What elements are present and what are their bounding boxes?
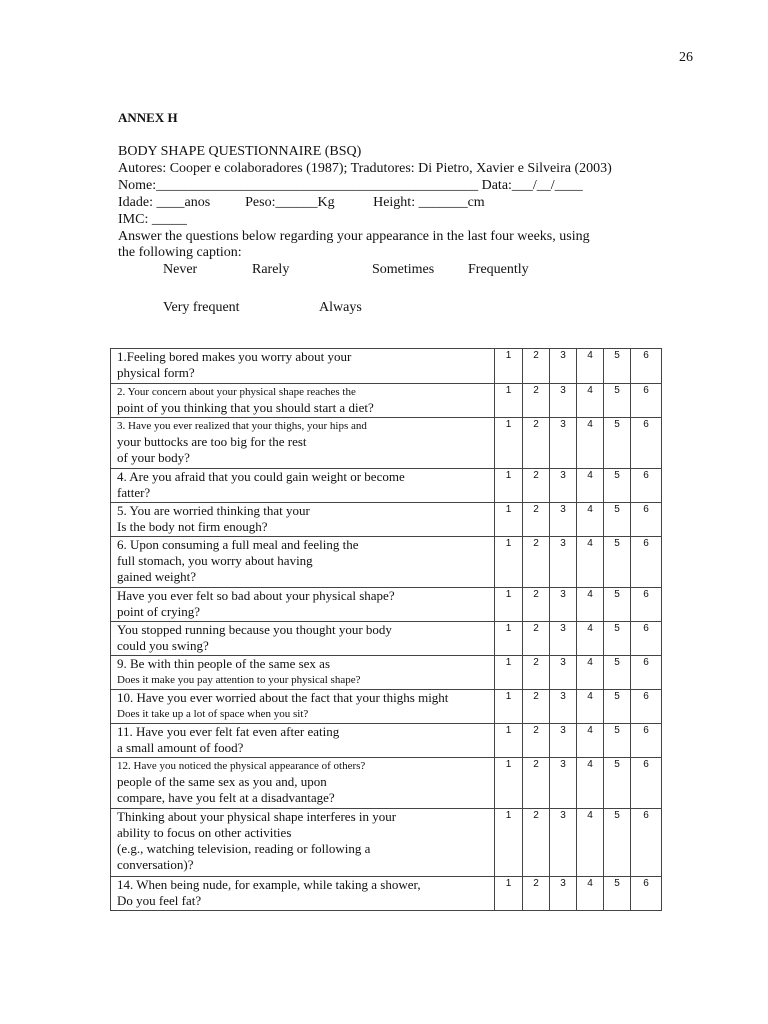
- question-text: [111, 469, 495, 503]
- rating-option-2[interactable]: 2: [523, 877, 550, 911]
- rating-option-1[interactable]: 1: [495, 349, 523, 384]
- rating-option-3[interactable]: 3: [550, 809, 577, 877]
- question-line: full stomach, you worry about having: [117, 553, 313, 568]
- rating-option-2[interactable]: 2: [523, 349, 550, 384]
- question-line: ability to focus on other activities: [117, 825, 292, 840]
- rating-option-4[interactable]: 4: [577, 758, 604, 809]
- question-row: [111, 656, 662, 690]
- question-text: [111, 503, 495, 537]
- question-text: [111, 622, 495, 656]
- question-row: [111, 622, 662, 656]
- question-row: [111, 384, 662, 418]
- rating-option-4[interactable]: 4: [577, 656, 604, 690]
- rating-option-5[interactable]: 5: [604, 656, 631, 690]
- rating-option-6[interactable]: 6: [631, 809, 662, 877]
- rating-option-2[interactable]: 2: [523, 588, 550, 622]
- rating-option-4[interactable]: 4: [577, 809, 604, 877]
- rating-option-2[interactable]: 2: [523, 690, 550, 724]
- rating-option-1[interactable]: 1: [495, 690, 523, 724]
- rating-option-6[interactable]: 6: [631, 349, 662, 384]
- question-line: 5. You are worried thinking that your: [117, 503, 310, 518]
- rating-option-3[interactable]: 3: [550, 418, 577, 469]
- rating-option-1[interactable]: 1: [495, 418, 523, 469]
- question-line: 1.Feeling bored makes you worry about your: [117, 349, 352, 364]
- question-line: fatter?: [117, 485, 151, 500]
- rating-option-5[interactable]: 5: [604, 537, 631, 588]
- rating-option-3[interactable]: 3: [550, 724, 577, 758]
- rating-option-1[interactable]: 1: [495, 469, 523, 503]
- question-line: 4. Are you afraid that you could gain weight or become: [117, 469, 405, 484]
- rating-option-5[interactable]: 5: [604, 418, 631, 469]
- rating-option-5[interactable]: 5: [604, 877, 631, 911]
- rating-option-4[interactable]: 4: [577, 418, 604, 469]
- age-weight-height-line: Idade: ____anos Peso:______Kg Height: _______cm: [118, 195, 485, 210]
- question-line: point of you thinking that you should start a diet?: [117, 400, 374, 415]
- rating-option-2[interactable]: 2: [523, 622, 550, 656]
- bsq-questions-table: [110, 348, 662, 911]
- question-line: 11. Have you ever felt fat even after eating: [117, 724, 340, 739]
- question-line: 6. Upon consuming a full meal and feeling the: [117, 537, 359, 552]
- rating-option-1[interactable]: 1: [495, 656, 523, 690]
- question-text: [111, 809, 495, 877]
- rating-option-3[interactable]: 3: [550, 349, 577, 384]
- question-line: people of the same sex as you and, upon: [117, 774, 327, 789]
- rating-option-3[interactable]: 3: [550, 622, 577, 656]
- rating-option-6[interactable]: 6: [631, 656, 662, 690]
- rating-option-1[interactable]: 1: [495, 537, 523, 588]
- caption-frequently: Frequently: [468, 262, 529, 277]
- question-line: 9. Be with thin people of the same sex as: [117, 656, 331, 671]
- question-line: conversation)?: [117, 857, 194, 872]
- question-text: [111, 724, 495, 758]
- question-line: 2. Your concern about your physical shape reaches the: [117, 386, 356, 398]
- rating-option-2[interactable]: 2: [523, 418, 550, 469]
- imc-line: IMC: _____: [118, 212, 187, 227]
- caption-rarely: Rarely: [252, 262, 290, 277]
- rating-option-4[interactable]: 4: [577, 503, 604, 537]
- instruction-line-1: Answer the questions below regarding your appearance in the last four weeks, using: [118, 229, 590, 244]
- question-line: 14. When being nude, for example, while taking a shower,: [117, 877, 421, 892]
- rating-option-3[interactable]: 3: [550, 656, 577, 690]
- caption-always: Always: [319, 300, 362, 315]
- rating-option-3[interactable]: 3: [550, 503, 577, 537]
- rating-option-2[interactable]: 2: [523, 469, 550, 503]
- question-line: 3. Have you ever realized that your thighs, your hips and: [117, 420, 367, 432]
- rating-option-6[interactable]: 6: [631, 537, 662, 588]
- rating-option-2[interactable]: 2: [523, 724, 550, 758]
- question-text: [111, 349, 495, 384]
- annex-title: ANNEX H: [118, 110, 178, 125]
- rating-option-6[interactable]: 6: [631, 724, 662, 758]
- question-line: gained weight?: [117, 569, 197, 584]
- rating-option-5[interactable]: 5: [604, 349, 631, 384]
- question-line: Does it take up a lot of space when you sit?: [117, 708, 309, 720]
- rating-option-2[interactable]: 2: [523, 537, 550, 588]
- question-text: [111, 690, 495, 724]
- rating-option-1[interactable]: 1: [495, 809, 523, 877]
- question-row: [111, 877, 662, 911]
- question-line: of your body?: [117, 450, 190, 465]
- question-row: [111, 349, 662, 384]
- rating-option-1[interactable]: 1: [495, 503, 523, 537]
- question-line: Do you feel fat?: [117, 893, 202, 908]
- rating-option-5[interactable]: 5: [604, 469, 631, 503]
- question-line: Have you ever felt so bad about your physical shape?: [117, 588, 395, 603]
- caption-sometimes: Sometimes: [372, 262, 435, 277]
- rating-option-4[interactable]: 4: [577, 588, 604, 622]
- question-text: [111, 418, 495, 469]
- rating-option-5[interactable]: 5: [604, 724, 631, 758]
- rating-option-5[interactable]: 5: [604, 588, 631, 622]
- question-line: 10. Have you ever worried about the fact that your thighs might: [117, 690, 449, 705]
- rating-option-4[interactable]: 4: [577, 622, 604, 656]
- rating-option-6[interactable]: 6: [631, 503, 662, 537]
- question-row: [111, 758, 662, 809]
- rating-option-2[interactable]: 2: [523, 758, 550, 809]
- rating-option-1[interactable]: 1: [495, 877, 523, 911]
- question-line: your buttocks are too big for the rest: [117, 434, 307, 449]
- rating-option-2[interactable]: 2: [523, 503, 550, 537]
- question-row: [111, 724, 662, 758]
- question-row: [111, 537, 662, 588]
- question-line: Is the body not firm enough?: [117, 519, 268, 534]
- rating-option-2[interactable]: 2: [523, 384, 550, 418]
- rating-option-3[interactable]: 3: [550, 758, 577, 809]
- question-line: Does it make you pay attention to your physical shape?: [117, 674, 361, 686]
- question-row: [111, 469, 662, 503]
- rating-option-5[interactable]: 5: [604, 622, 631, 656]
- question-line: a small amount of food?: [117, 740, 244, 755]
- question-row: [111, 690, 662, 724]
- question-line: point of crying?: [117, 604, 201, 619]
- rating-option-1[interactable]: 1: [495, 588, 523, 622]
- question-line: 12. Have you noticed the physical appearance of others?: [117, 760, 366, 772]
- question-line: compare, have you felt at a disadvantage?: [117, 790, 335, 805]
- rating-option-6[interactable]: 6: [631, 622, 662, 656]
- question-row: [111, 588, 662, 622]
- question-text: [111, 537, 495, 588]
- rating-option-5[interactable]: 5: [604, 503, 631, 537]
- rating-option-6[interactable]: 6: [631, 877, 662, 911]
- instruction-line-2: the following caption:: [118, 245, 242, 260]
- rating-option-4[interactable]: 4: [577, 724, 604, 758]
- question-text: [111, 656, 495, 690]
- rating-option-4[interactable]: 4: [577, 384, 604, 418]
- question-row: [111, 809, 662, 877]
- rating-option-3[interactable]: 3: [550, 384, 577, 418]
- caption-very-frequent: Very frequent: [163, 300, 240, 315]
- rating-option-6[interactable]: 6: [631, 418, 662, 469]
- rating-option-5[interactable]: 5: [604, 690, 631, 724]
- caption-never: Never: [163, 262, 198, 277]
- rating-option-3[interactable]: 3: [550, 469, 577, 503]
- rating-option-5[interactable]: 5: [604, 809, 631, 877]
- rating-option-3[interactable]: 3: [550, 690, 577, 724]
- rating-option-6[interactable]: 6: [631, 384, 662, 418]
- rating-option-3[interactable]: 3: [550, 588, 577, 622]
- rating-option-1[interactable]: 1: [495, 384, 523, 418]
- question-text: [111, 758, 495, 809]
- page-number: 26: [679, 50, 693, 65]
- rating-option-5[interactable]: 5: [604, 758, 631, 809]
- rating-option-6[interactable]: 6: [631, 758, 662, 809]
- rating-option-3[interactable]: 3: [550, 877, 577, 911]
- rating-option-4[interactable]: 4: [577, 877, 604, 911]
- rating-option-5[interactable]: 5: [604, 384, 631, 418]
- question-row: [111, 418, 662, 469]
- authors-line: Autores: Cooper e colaboradores (1987); Tradutores: Di Pietro, Xavier e Silveira (2003): [118, 161, 612, 176]
- rating-option-3[interactable]: 3: [550, 537, 577, 588]
- question-line: could you swing?: [117, 638, 209, 653]
- question-line: physical form?: [117, 365, 195, 380]
- rating-option-4[interactable]: 4: [577, 469, 604, 503]
- rating-option-4[interactable]: 4: [577, 537, 604, 588]
- question-text: [111, 588, 495, 622]
- name-date-line: Nome:______________________________________________ Data:___/__/____: [118, 178, 583, 193]
- question-text: [111, 877, 495, 911]
- question-line: Thinking about your physical shape interferes in your: [117, 809, 397, 824]
- rating-option-4[interactable]: 4: [577, 349, 604, 384]
- question-line: You stopped running because you thought your body: [117, 622, 392, 637]
- rating-option-2[interactable]: 2: [523, 809, 550, 877]
- question-row: [111, 503, 662, 537]
- question-line: (e.g., watching television, reading or following a: [117, 841, 371, 856]
- rating-option-6[interactable]: 6: [631, 469, 662, 503]
- rating-option-2[interactable]: 2: [523, 656, 550, 690]
- rating-option-6[interactable]: 6: [631, 588, 662, 622]
- rating-option-1[interactable]: 1: [495, 622, 523, 656]
- rating-option-1[interactable]: 1: [495, 724, 523, 758]
- questionnaire-title: BODY SHAPE QUESTIONNAIRE (BSQ): [118, 144, 362, 159]
- rating-option-1[interactable]: 1: [495, 758, 523, 809]
- question-text: [111, 384, 495, 418]
- rating-option-6[interactable]: 6: [631, 690, 662, 724]
- rating-option-4[interactable]: 4: [577, 690, 604, 724]
